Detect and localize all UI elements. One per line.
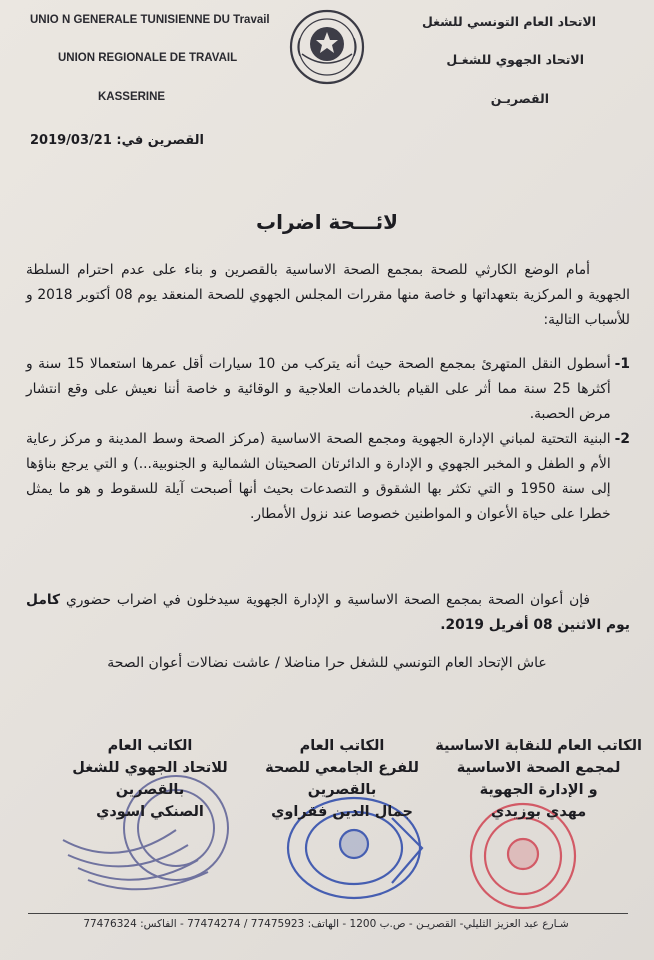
signatory-name: جمال الدين فقراوي — [271, 804, 413, 820]
signatory-line: الكاتب العام — [107, 738, 193, 754]
header-fr-line2: UNION REGIONALE DE TRAVAIL — [58, 52, 238, 64]
signatory-line: بالقصرين — [307, 782, 377, 798]
reason-item-2 — [26, 427, 630, 527]
signatory-1 — [435, 735, 642, 823]
header-ar-line1: الاتحاد العام التونسي للشغل — [421, 14, 596, 29]
signatory-2 — [262, 735, 422, 823]
document-title: لائـــحة اضراب — [256, 210, 398, 234]
signatory-line: لمجمع الصحة الاساسية — [456, 760, 621, 776]
date-line: القصرين في: 2019/03/21 — [30, 133, 204, 148]
signatory-line: للفرع الجامعي للصحة — [265, 760, 419, 776]
strike-date: كامل يوم الاثنين 08 أفريل 2019. — [26, 592, 630, 633]
reason-number: 1- — [614, 356, 630, 372]
signatory-3 — [70, 735, 230, 823]
header-ar-line3: القصريـن — [490, 91, 549, 106]
signatory-line: و الإدارة الجهوية — [479, 782, 598, 798]
reason-number: 2- — [614, 431, 630, 447]
reasons-list — [26, 352, 630, 527]
conclusion-text: فإن أعوان الصحة بمجمع الصحة الاساسية و الإدارة الجهوية سيدخلون في اضراب حضوري — [65, 592, 590, 608]
signatory-line: الكاتب العام — [299, 738, 385, 754]
footer-divider — [28, 913, 628, 914]
signatory-name: الصنكي اسودي — [96, 804, 204, 820]
signatory-line: الكاتب العام للنقابة الاساسية — [435, 738, 642, 754]
header-fr-line1: UNIO N GENERALE TUNISIENNE DU Travail — [30, 14, 270, 26]
signatory-line: للاتحاد الجهوي للشغل — [72, 760, 228, 776]
signatory-line: بالقصرين — [115, 782, 185, 798]
reason-item-1 — [26, 352, 630, 427]
ugtt-logo-icon — [288, 8, 366, 86]
header-ar-line2: الاتحاد الجهوي للشغـل — [446, 52, 584, 67]
reason-text: أسطول النقل المتهرئ بمجمع الصحة حيث أنه يتركب من 10 سيارات أقل عمرها استعمالا 15 سنة و أكثرها 25 سنة مما أثر على القيام بالخدمات العلاجية و الوقائية و خاصة أننا نعيش على وقع انتشار مرض الحصبة. — [26, 356, 611, 422]
slogan: عاش الإتحاد العام التونسي للشغل حرا مناضلا / عاشت نضالات أعوان الصحة — [107, 655, 547, 671]
reason-text: البنية التحتية لمباني الإدارة الجهوية ومجمع الصحة الاساسية (مركز الصحة وسط المدينة و مركز رعاية الأم و الطفل و المخبر الجهوي و الإدارة و الدائرتان الصحيتان الشمالية و الجنوبية...) و التي يرجع بناؤها إلى سنة 1950 و التي تكثر بها الشقوق و التصدعات بحيث أنها أصبحت آيلة للسقوط و هو ما يمثل خطرا على حياة الأعوان و المواطنين خصوصا عند نزول الأمطار. — [26, 431, 611, 522]
signatory-name: مهدي بوزيدي — [490, 804, 587, 820]
header-fr-line3: KASSERINE — [98, 91, 166, 103]
intro-paragraph: أمام الوضع الكارثي للصحة بمجمع الصحة الاساسية بالقصرين و بناء على عدم احترام السلطة الجهوية و المركزية بتعهداتها و خاصة منها مقررات المجلس الجهوي للصحة المنعقد يوم 08 أكتوبر 2018 و للأسباب التالية: — [26, 262, 630, 328]
conclusion-paragraph — [26, 588, 630, 638]
footer-address: شـارع عبد العزيز الثليلي- القصريـن - ص.ب 1200 - الهاتف: 77475923 / 77474274 - الفاكس: 77476324 — [83, 918, 569, 930]
